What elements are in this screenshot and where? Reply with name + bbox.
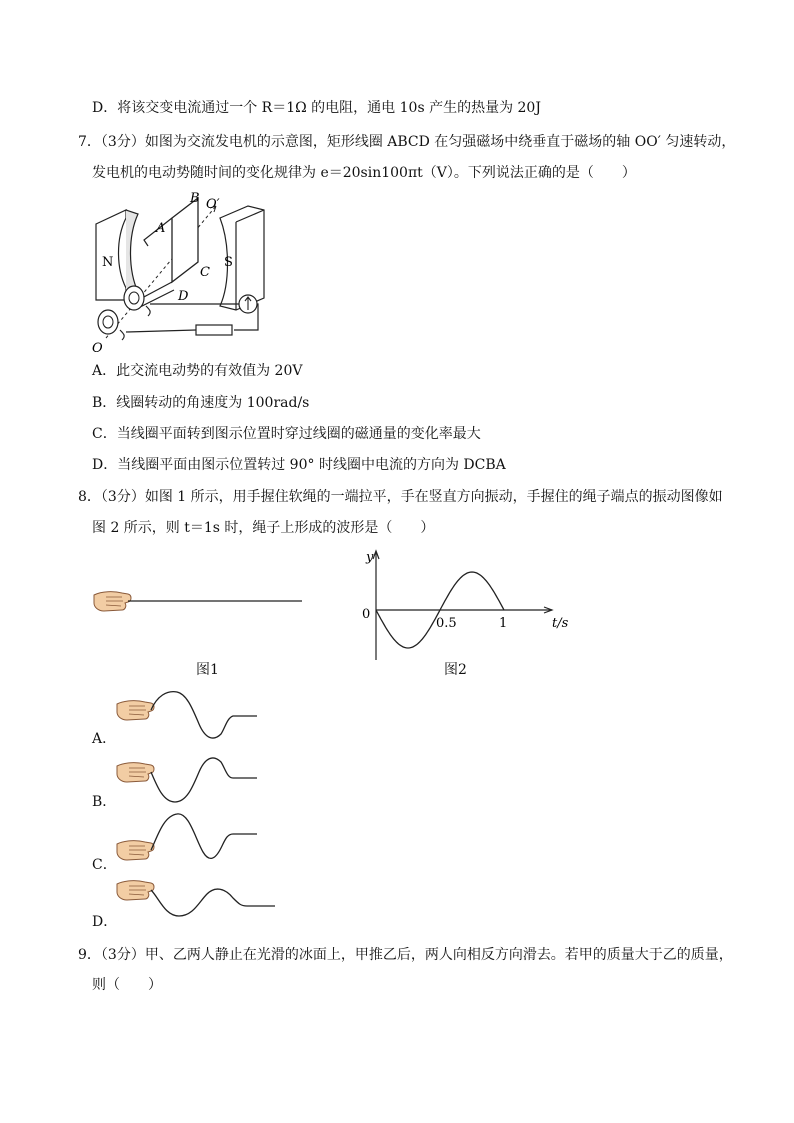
q8-option-d-figure	[115, 876, 280, 926]
q8-option-d-label: D．	[92, 914, 118, 930]
label-s: S	[224, 255, 233, 270]
q7-option-b: B．线圈转动的角速度为 100rad/s	[92, 395, 310, 411]
label-o-prime: O′	[206, 197, 220, 212]
q9-stem-line2: 则（ ）	[92, 977, 162, 993]
tick-label-0-5: 0.5	[436, 616, 457, 631]
label-b: B	[190, 191, 200, 206]
resistor	[196, 325, 232, 335]
origin-label: 0	[362, 607, 371, 622]
slip-ring-2	[98, 310, 118, 334]
wave-a	[151, 692, 257, 738]
y-axis-label: y	[366, 550, 374, 565]
q6-option-d: D．将该交变电流通过一个 R＝1Ω 的电阻，通电 10s 产生的热量为 20J	[92, 100, 541, 116]
q8-stem-line1: 8．（3分）如图 1 所示，用手握住软绳的一端拉平，手在竖直方向振动，手握住的绳子端点的振动图像如	[78, 489, 723, 505]
label-c: C	[200, 265, 210, 280]
wave-d	[151, 889, 275, 916]
label-a: A	[156, 221, 166, 236]
generator-diagram	[88, 188, 288, 358]
q7-stem-line2: 发电机的电动势随时间的变化规律为 e＝20sin100πt（V）。下列说法正确的是（ ）	[92, 165, 636, 181]
q8-stem-line2: 图 2 所示，则 t＝1s 时，绳子上形成的波形是（ ）	[92, 520, 435, 536]
q7-option-c: C．当线圈平面转到图示位置时穿过线圈的磁通量的变化率最大	[92, 426, 481, 442]
hand-icon	[117, 763, 154, 782]
wave-b	[151, 758, 257, 802]
fig2-caption: 图2	[444, 662, 467, 678]
q7-option-a: A．此交流电动势的有效值为 20V	[92, 363, 303, 379]
tick-label-1: 1	[499, 616, 508, 631]
label-o: O	[92, 341, 103, 356]
coil-abcd	[172, 198, 198, 282]
hand-icon	[117, 701, 154, 720]
slip-ring-1	[124, 286, 144, 310]
q8-option-b-figure	[115, 750, 265, 808]
fig1-caption: 图1	[196, 662, 219, 678]
hand-icon	[117, 841, 154, 860]
hand-icon	[117, 881, 154, 900]
q8-option-c-label: C．	[92, 857, 117, 873]
q8-option-b-label: B．	[92, 794, 117, 810]
q8-option-a-figure	[115, 688, 265, 746]
q7-stem-line1: 7．（3分）如图为交流发电机的示意图，矩形线圈 ABCD 在匀强磁场中绕垂直于磁场的轴 OO′ 匀速转动，	[78, 134, 736, 150]
hand-icon	[94, 592, 131, 611]
wave-c	[151, 814, 257, 859]
q8-option-a-label: A．	[92, 731, 117, 747]
q7-option-d: D．当线圈平面由图示位置转过 90° 时线圈中电流的方向为 DCBA	[92, 457, 506, 473]
x-axis-label: t/s	[552, 616, 569, 631]
q9-stem-line1: 9．（3分）甲、乙两人静止在光滑的冰面上，甲推乙后，两人向相反方向滑去。若甲的质量大于乙的质量，	[78, 947, 733, 963]
q8-option-c-figure	[115, 808, 265, 870]
label-n: N	[102, 255, 114, 270]
figure2-vibration-graph	[340, 545, 580, 665]
label-d: D	[178, 289, 189, 304]
figure1-hand-rope	[92, 585, 307, 625]
